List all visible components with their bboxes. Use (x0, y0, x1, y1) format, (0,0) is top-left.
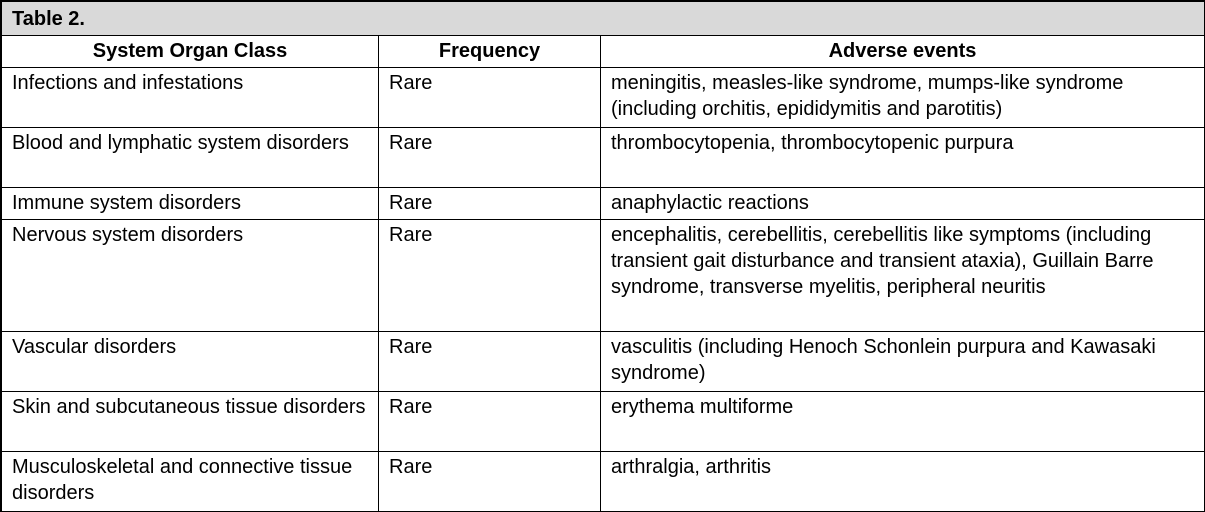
cell-frequency: Rare (379, 220, 601, 332)
table-row (2, 332, 1205, 392)
table-title: Table 2. (2, 2, 1205, 36)
cell-adverse-events: encephalitis, cerebellitis, cerebellitis like symptoms (including transient gait disturbance and transient ataxia), Guillain Barre syndrome, transverse myelitis, peripheral neuritis (601, 220, 1205, 332)
cell-organ-class: Infections and infestations (2, 68, 379, 128)
cell-frequency: Rare (379, 452, 601, 512)
table-row (2, 68, 1205, 128)
cell-adverse-events: erythema multiforme (601, 392, 1205, 452)
header-system-organ-class: System Organ Class (2, 36, 379, 68)
cell-organ-class: Blood and lymphatic system disorders (2, 128, 379, 188)
cell-adverse-events: thrombocytopenia, thrombocytopenic purpura (601, 128, 1205, 188)
cell-organ-class: Musculoskeletal and connective tissue disorders (2, 452, 379, 512)
cell-adverse-events: vasculitis (including Henoch Schonlein purpura and Kawasaki syndrome) (601, 332, 1205, 392)
cell-frequency: Rare (379, 128, 601, 188)
cell-adverse-events: meningitis, measles-like syndrome, mumps-like syndrome (including orchitis, epididymitis and parotitis) (601, 68, 1205, 128)
table-row (2, 392, 1205, 452)
table-header-row (2, 36, 1205, 68)
cell-adverse-events: arthralgia, arthritis (601, 452, 1205, 512)
cell-organ-class: Immune system disorders (2, 188, 379, 220)
cell-frequency: Rare (379, 332, 601, 392)
table-row (2, 188, 1205, 220)
header-frequency: Frequency (379, 36, 601, 68)
adverse-events-table (1, 1, 1205, 512)
cell-organ-class: Skin and subcutaneous tissue disorders (2, 392, 379, 452)
cell-frequency: Rare (379, 392, 601, 452)
cell-frequency: Rare (379, 68, 601, 128)
cell-adverse-events: anaphylactic reactions (601, 188, 1205, 220)
header-adverse-events: Adverse events (601, 36, 1205, 68)
table-row (2, 220, 1205, 332)
cell-frequency: Rare (379, 188, 601, 220)
cell-organ-class: Vascular disorders (2, 332, 379, 392)
table-row (2, 128, 1205, 188)
table-row (2, 452, 1205, 512)
cell-organ-class: Nervous system disorders (2, 220, 379, 332)
table-title-row (2, 2, 1205, 36)
